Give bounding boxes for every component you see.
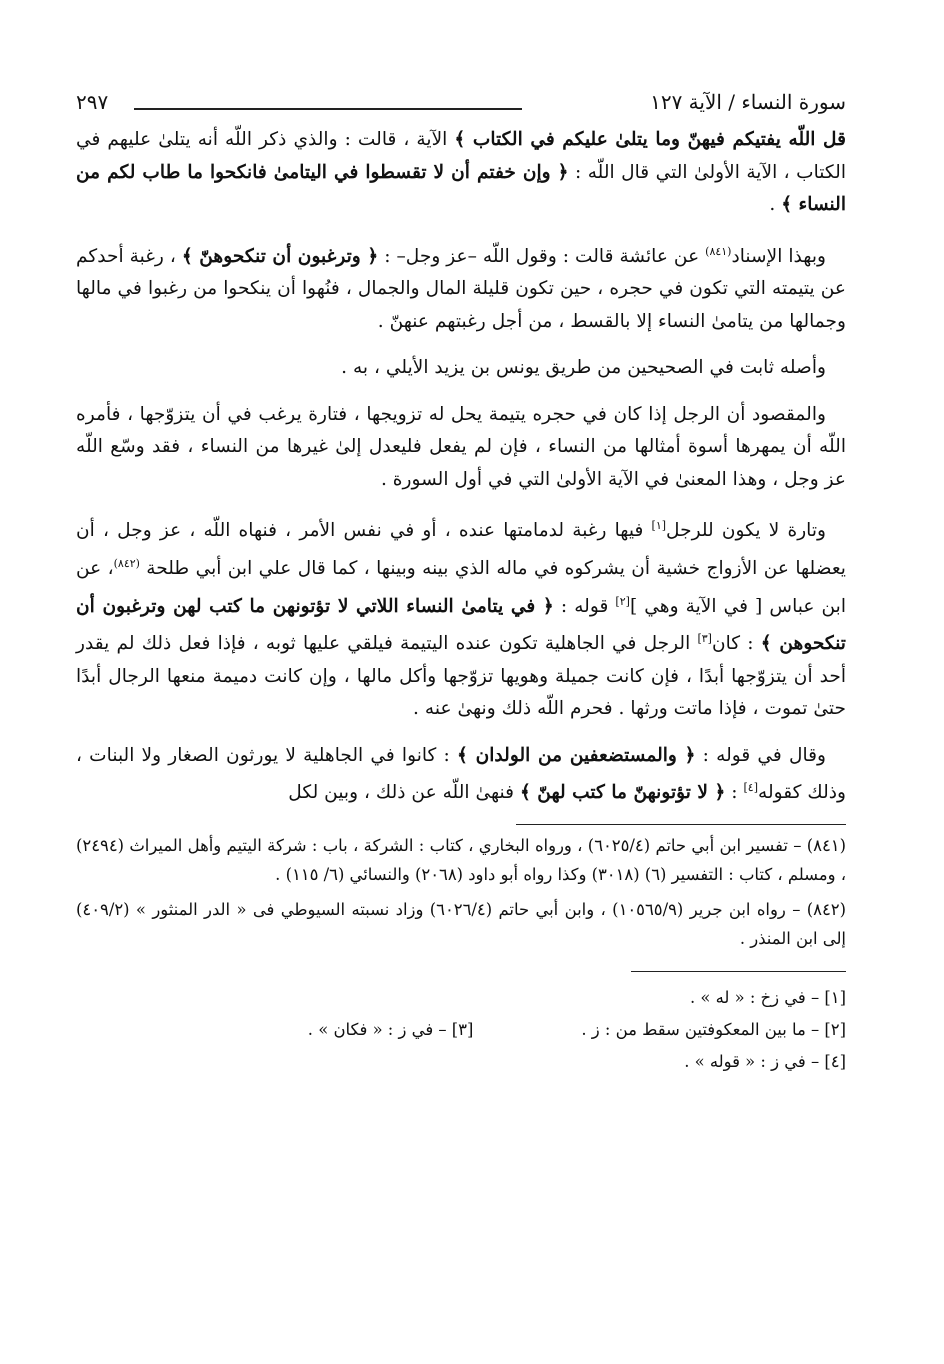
text-run: ، عن ابن عباس [ في الآية وهي ] (76, 558, 847, 617)
paragraph-3 (76, 352, 846, 385)
book-page (76, 84, 846, 1078)
text-run: وتارة لا يكون للرجل (666, 520, 826, 542)
paragraph-6 (76, 740, 846, 810)
page-header (76, 84, 846, 124)
text-run: : كان (711, 633, 761, 655)
main-text (76, 124, 846, 810)
quran-quote: ﴿ وترغبون أن تنكحوهنّ ﴾ (181, 245, 379, 267)
text-run: فيها رغبة لدمامتها عنده ، أو في نفس الأمر ، فنهاه اللّه ، عز وجل ، أن يعضلها عن الأزواج خشية أن يشركوه في ماله الذي بينه وبينها ، كما قال علي ابن أبي طلحة (76, 520, 846, 580)
paragraph-2 (76, 236, 846, 339)
text-run: : (725, 782, 744, 804)
reference-mark: [٤] (743, 781, 758, 795)
page-number: ٢٩٧ (76, 90, 109, 114)
variant-notes (76, 982, 846, 1078)
text-run: وقال في قوله : (695, 744, 826, 766)
text-run: ، رغبة أحدكم عن يتيمته التي تكون في حجره ، حين تكون قليلة المال والجمال ، فنُهوا أن ينكحوا من رغبوا في مالها وجمالها من يتامىٰ النساء إلا بالقسط ، من أجل رغبتهم عنهنّ . (76, 245, 846, 332)
footnotes (76, 831, 846, 953)
quran-quote: قل اللّه يفتيكم فيهنّ وما يتلىٰ عليكم في الكتاب ﴾ (454, 129, 846, 150)
text-run: وأصله ثابت في الصحيحين من طريق يونس بن يزيد الأيلي ، به . (341, 357, 826, 379)
variant-note-2: [٢] – ما بين المعكوفتين سقط من : ز . (581, 1020, 846, 1040)
running-title: سورة النساء / الآية ١٢٧ (650, 90, 846, 114)
reference-mark: [١] (651, 519, 667, 533)
text-run: وبهذا الإسناد (731, 245, 826, 267)
quran-quote: ﴿ وإن خفتم أن لا تقسطوا في اليتامىٰ فانكحوا ما طاب لكم من النساء ﴾ (76, 161, 846, 215)
reference-mark: (٨٤١) (705, 244, 732, 258)
quran-quote: ﴿ لا تؤتونهنّ ما كتب لهنّ ﴾ (519, 782, 726, 804)
text-run: : كانوا في الجاهلية لا يورثون الصغار ولا البنات ، وذلك كقوله (76, 744, 846, 804)
text-run: والمقصود أن الرجل إذا كان في حجره يتيمة يحل له تزويجها ، فتارة يرغب في أن يتزوّجها ، فأمره اللّه أن يمهرها أسوة أمثالها من النساء ، فإن لم يفعل فليعدل إلىٰ غيرها من النساء ، فقد وسّع اللّه عز وجل ، وهذا المعنىٰ في الآية الأولىٰ التي في أول السورة . (76, 403, 846, 490)
text-run: عن عائشة قالت : وقول اللّه –عز وجل– : (378, 245, 706, 267)
footnote-842: (٨٤٢) – رواه ابن جرير (١٠٥٦٥/٩) ، وابن أبي حاتم (٦٠٢٦/٤) وزاد نسبته السيوطي فى « الدر المنثور » (٤٠٩/٢) إلى ابن المنذر . (76, 900, 846, 949)
variant-notes-separator (631, 971, 846, 972)
text-run: الآية ، قالت : والذي ذكر اللّه أنه يتلىٰ عليهم في الكتاب ، الآية الأولىٰ التي قال اللّه : (76, 129, 846, 183)
variant-note-4: [٤] – في ز : « قوله » . (684, 1052, 846, 1072)
paragraph-4 (76, 399, 846, 497)
text-run: . (769, 194, 782, 215)
reference-mark: (٨٤٢) (113, 556, 140, 570)
quran-quote: ﴿ في يتامىٰ النساء اللاتي لا تؤتونهن ما كتب لهن وترغبون أن تنكحوهن ﴾ (76, 595, 846, 655)
reference-mark: [٢] (615, 594, 630, 608)
quran-quote: ﴿ والمستضعفين من الولدان ﴾ (456, 744, 696, 766)
reference-mark: [٣] (697, 632, 712, 646)
text-run: قوله : (553, 595, 616, 617)
footnote-841: (٨٤١) – تفسير ابن أبي حاتم (٦٠٢٥/٤) ، ورواه البخاري ، كتاب : الشركة ، باب : شركة اليتيم وأهل الميراث (٢٤٩٤) ، ومسلم ، كتاب : التفسير (٦) (٣٠١٨) وكذا رواه أبو داود (٢٠٦٨) والنسائي (٦/ ١١٥) . (76, 836, 846, 885)
paragraph-5 (76, 510, 846, 726)
variant-note-1: [١] – في زخ : « له » . (689, 988, 846, 1008)
text-run: فنهىٰ اللّه عن ذلك ، وبين لكل (288, 782, 520, 804)
paragraph-1 (76, 124, 846, 222)
header-rule (134, 108, 522, 110)
text-run: الرجل في الجاهلية تكون عنده اليتيمة فيلقي عليها ثوبه ، فإذا فعل ذلك لم يقدر أحد أن يتزوّجها أبدًا ، فإن كانت جميلة وهويها تزوّجها وأكل مالها ، وإن كانت دميمة منعها الرجال أبدًا حتىٰ تموت ، فإذا ماتت ورثها . فحرم اللّه ذلك ونهىٰ عنه . (76, 633, 846, 720)
variant-note-3: [٣] – في ز : « فكان » . (307, 1020, 474, 1040)
footnote-separator (516, 824, 846, 825)
